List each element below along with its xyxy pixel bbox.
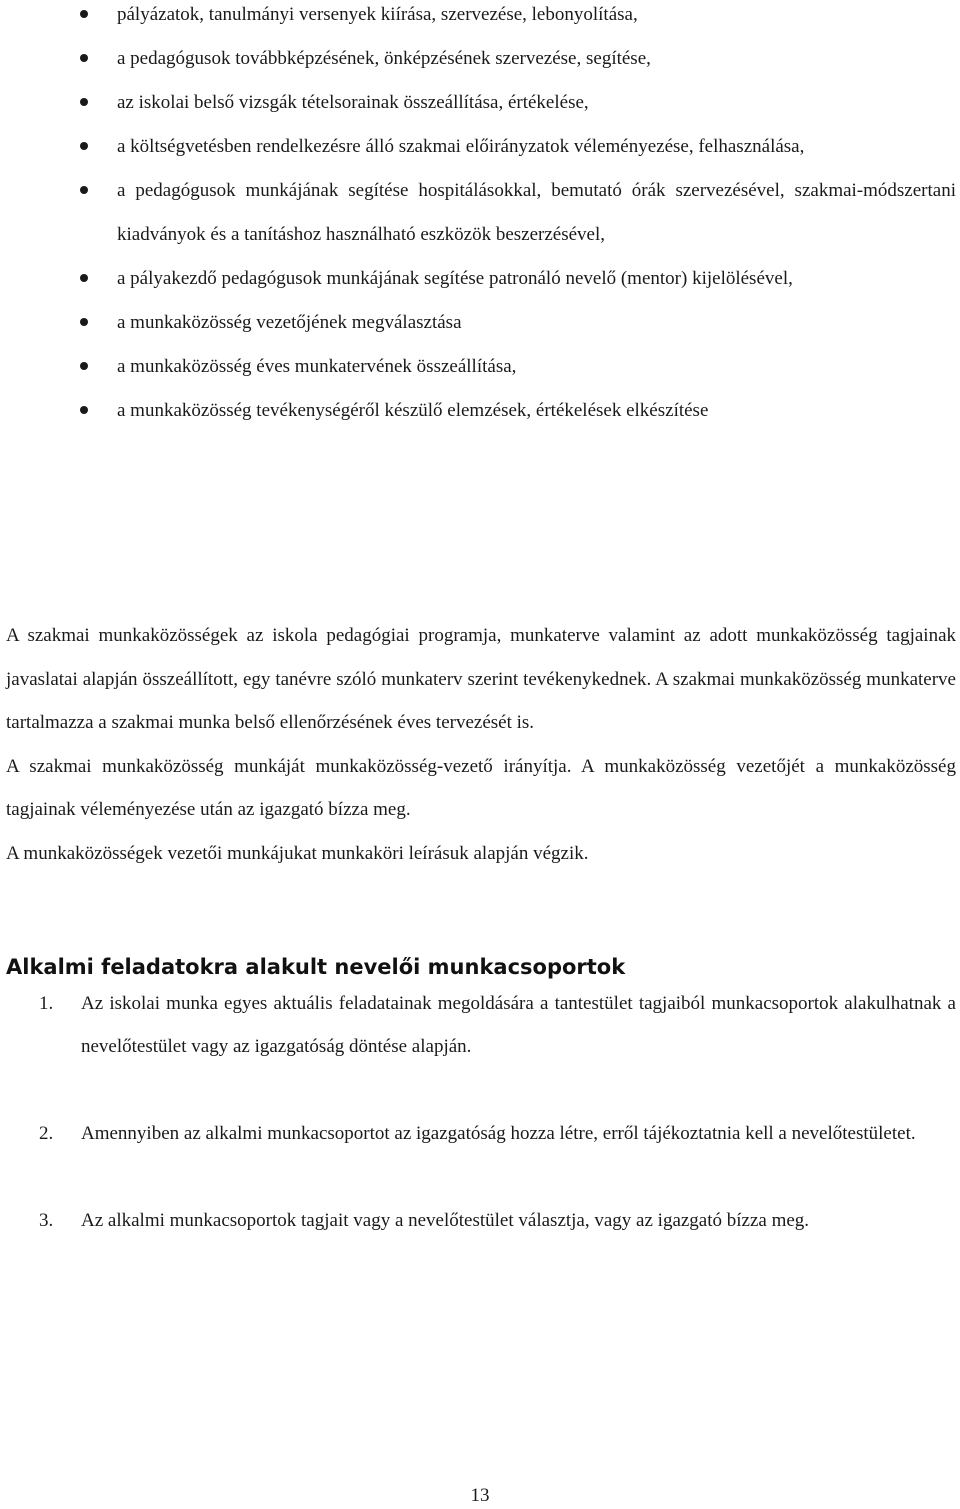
body-paragraphs <box>6 614 956 875</box>
item-text: Az iskolai munka egyes aktuális feladatainak megoldására a tantestület tagjaiból munkacsoportok alakulhatnak a nevelőtestület vagy az igazgatóság döntése alapján. <box>81 993 956 1057</box>
bullet-item <box>117 389 956 433</box>
bullet-text: a költségvetésben rendelkezésre álló szakmai előirányzatok véleményezése, felhasználása, <box>117 136 805 157</box>
item-text: Az alkalmi munkacsoportok tagjait vagy a nevelőtestület választja, vagy az igazgató bízza meg. <box>81 1210 810 1231</box>
paragraph: A szakmai munkaközösségek az iskola pedagógiai programja, munkaterve valamint az adott munkaközösség tagjainak javaslatai alapján összeállított, egy tanévre szóló munkaterv szerint tevékenykednek. A szakmai munkaközösség munkaterve tartalmazza a szakmai munka belső ellenőrzésének éves tervezését is. <box>6 625 956 733</box>
bullet-text: az iskolai belső vizsgák tételsorainak összeállítása, értékelése, <box>117 92 589 113</box>
item-number: 2. <box>39 1123 54 1144</box>
bullet-text: pályázatok, tanulmányi versenyek kiírása, szervezése, lebonyolítása, <box>117 4 638 25</box>
bullet-item <box>117 125 956 169</box>
bullet-item <box>117 257 956 301</box>
bullet-item <box>117 301 956 345</box>
numbered-item <box>39 1199 956 1242</box>
bullet-dot-icon <box>80 274 88 282</box>
bullet-item <box>117 0 956 37</box>
bullet-item <box>117 345 956 389</box>
bullet-dot-icon <box>80 362 88 370</box>
bullet-item <box>117 81 956 125</box>
bullet-dot-icon <box>80 10 88 18</box>
numbered-item <box>39 1112 956 1155</box>
bullet-dot-icon <box>80 98 88 106</box>
bullet-text: a munkaközösség vezetőjének megválasztása <box>117 312 462 333</box>
bullet-text: a pályakezdő pedagógusok munkájának segítése patronáló nevelő (mentor) kijelölésével, <box>117 268 793 289</box>
paragraph: A munkaközösségek vezetői munkájukat munkaköri leírásuk alapján végzik. <box>6 842 589 864</box>
paragraph: A szakmai munkaközösség munkáját munkaközösség-vezető irányítja. A munkaközösség vezetőjét a munkaközösség tagjainak véleményezése után az igazgató bízza meg. <box>6 755 956 820</box>
numbered-list <box>0 982 960 1242</box>
bullet-dot-icon <box>80 406 88 414</box>
section-heading: Alkalmi feladatokra alakult nevelői munkacsoportok <box>6 955 626 979</box>
bullet-dot-icon <box>80 318 88 326</box>
page-number: 13 <box>470 1485 490 1506</box>
bullet-text: a munkaközösség éves munkatervének összeállítása, <box>117 356 517 377</box>
item-text: Amennyiben az alkalmi munkacsoportot az igazgatóság hozza létre, erről tájékoztatnia kell a nevelőtestületet. <box>81 1123 916 1144</box>
bullet-text: a pedagógusok munkájának segítése hospitálásokkal, bemutató órák szervezésével, szakmai-módszertani kiadványok és a tanításhoz használható eszközök beszerzésével, <box>117 180 956 245</box>
bullet-item <box>117 169 956 257</box>
bullet-item <box>117 37 956 81</box>
bullet-text: a pedagógusok továbbképzésének, önképzésének szervezése, segítése, <box>117 48 651 69</box>
bullet-list <box>0 0 960 433</box>
bullet-text: a munkaközösség tevékenységéről készülő elemzések, értékelések elkészítése <box>117 400 709 421</box>
bullet-dot-icon <box>80 186 88 194</box>
item-number: 1. <box>39 993 54 1014</box>
numbered-item <box>39 982 956 1068</box>
bullet-dot-icon <box>80 54 88 62</box>
bullet-dot-icon <box>80 142 88 150</box>
item-number: 3. <box>39 1210 54 1231</box>
